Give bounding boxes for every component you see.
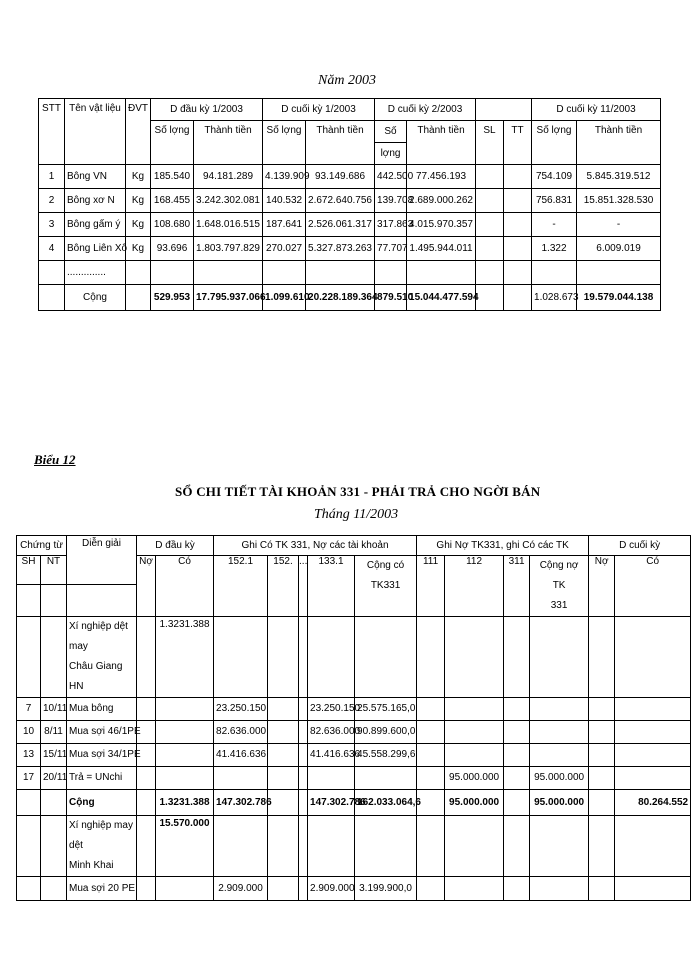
cell xyxy=(67,585,137,617)
cell xyxy=(268,698,299,721)
cell xyxy=(137,767,156,790)
cell: .............. xyxy=(65,261,126,285)
supplier-line2: Minh Khai xyxy=(69,860,114,871)
col-amount: Thành tiền xyxy=(577,121,661,165)
cell xyxy=(299,721,308,744)
group-opening-1-2003: D đầu kỳ 1/2003 xyxy=(151,99,263,121)
col-amount: Thành tiền xyxy=(194,121,263,165)
cell xyxy=(299,698,308,721)
cell: 45.558.299,6 xyxy=(355,744,417,767)
col-total-credit-line1: Cộng có xyxy=(366,560,405,571)
cell xyxy=(268,767,299,790)
ledger-month: Tháng 11/2003 xyxy=(314,507,399,522)
cell: 4.139.909 xyxy=(263,165,306,189)
cell xyxy=(355,617,417,698)
col-quantity-part2: lợng xyxy=(375,143,407,165)
col-stt: STT xyxy=(39,99,65,165)
col-quantity: Số lợng xyxy=(532,121,577,165)
cell: Bông xơ N xyxy=(65,189,126,213)
cell xyxy=(156,698,214,721)
table-row xyxy=(39,213,661,237)
cell: 442.500 xyxy=(375,165,407,189)
cell xyxy=(137,617,156,698)
cell xyxy=(530,816,589,877)
cell xyxy=(306,261,375,285)
cell xyxy=(476,261,504,285)
group-closing-11-2003: D cuối kỳ 11/2003 xyxy=(532,99,661,121)
cell xyxy=(615,744,691,767)
cell xyxy=(299,617,308,698)
cell: 82.636.000 xyxy=(308,721,355,744)
form-number: Biểu 12 xyxy=(34,452,76,467)
col-voucher: Chứng từ xyxy=(17,536,67,556)
cell xyxy=(17,790,41,816)
col-nt: NT xyxy=(41,556,67,585)
cell: Cộng xyxy=(67,790,137,816)
cell xyxy=(156,744,214,767)
cell: 2.526.061.317 xyxy=(306,213,375,237)
cell: 3.199.900,0 xyxy=(355,877,417,901)
cell xyxy=(417,767,445,790)
cell: 270.027 xyxy=(263,237,306,261)
cell: 10/11 xyxy=(41,698,67,721)
cell: 80.264.552 xyxy=(615,790,691,816)
col-closing-credit: Có xyxy=(615,556,691,617)
cell xyxy=(589,617,615,698)
cell: 4 xyxy=(39,237,65,261)
cell: 317.863 xyxy=(375,213,407,237)
cell xyxy=(41,816,67,877)
empty-header xyxy=(476,99,504,121)
col-311: 311 xyxy=(504,556,530,617)
cell: 95.000.000 xyxy=(445,790,504,816)
cell xyxy=(504,721,530,744)
cell: Mua bông xyxy=(67,698,137,721)
cell: 19.579.044.138 xyxy=(577,285,661,311)
cell: 1.803.797.829 xyxy=(194,237,263,261)
cell: Kg xyxy=(126,189,151,213)
cell xyxy=(504,877,530,901)
col-sl: SL xyxy=(476,121,504,165)
cell xyxy=(615,721,691,744)
cell xyxy=(126,285,151,311)
cell: 2.672.640.756 xyxy=(306,189,375,213)
supplier-name xyxy=(67,816,137,877)
col-quantity-part1: Số xyxy=(375,121,407,143)
cell: 23.250.150 xyxy=(308,698,355,721)
cell: 15.044.477.594 xyxy=(407,285,476,311)
cell: 3 xyxy=(39,213,65,237)
cell xyxy=(589,816,615,877)
cell: 1.648.016.515 xyxy=(194,213,263,237)
cell: 1.3231.388 xyxy=(156,790,214,816)
col-material-name: Tên vật liệu xyxy=(65,99,126,165)
cell xyxy=(17,877,41,901)
cell xyxy=(504,744,530,767)
cell xyxy=(589,767,615,790)
col-152: 152. xyxy=(268,556,299,617)
cell: 139.708 xyxy=(375,189,407,213)
cell xyxy=(504,767,530,790)
table-row xyxy=(17,721,691,744)
cell xyxy=(308,767,355,790)
cell xyxy=(137,698,156,721)
cell: 1 xyxy=(39,165,65,189)
cell: 2.909.000 xyxy=(214,877,268,901)
supplier-name xyxy=(67,617,137,698)
cell: 6.009.019 xyxy=(577,237,661,261)
cell xyxy=(532,261,577,285)
cell: 187.641 xyxy=(263,213,306,237)
supplier-line1: Xí nghiệp dệt may xyxy=(69,621,128,652)
table-row xyxy=(17,617,691,698)
cell: 25.575.165,0 xyxy=(355,698,417,721)
cell: 41.416.636 xyxy=(214,744,268,767)
cell: 7 xyxy=(17,698,41,721)
cell: 90.899.600,0 xyxy=(355,721,417,744)
cell: 13 xyxy=(17,744,41,767)
cell xyxy=(214,816,268,877)
cell xyxy=(445,698,504,721)
cell: 756.831 xyxy=(532,189,577,213)
cell xyxy=(615,698,691,721)
cell xyxy=(504,790,530,816)
cell: 529.953 xyxy=(151,285,194,311)
cell xyxy=(417,721,445,744)
cell xyxy=(589,698,615,721)
cell: 93.149.686 xyxy=(306,165,375,189)
cell xyxy=(476,189,504,213)
cell: 2.689.000.262 xyxy=(407,189,476,213)
cell xyxy=(41,790,67,816)
cell xyxy=(299,767,308,790)
supplier-line2: Châu Giang HN xyxy=(69,661,123,692)
cell xyxy=(504,698,530,721)
cell xyxy=(263,261,306,285)
ledger-title: SỔ CHI TIẾT TÀI KHOẢN 331 - PHẢI TRẢ CHO NGỜI BÁN xyxy=(175,484,541,499)
cell xyxy=(530,698,589,721)
cell xyxy=(137,816,156,877)
cell: Mua sợi 20 PE xyxy=(67,877,137,901)
cell xyxy=(445,816,504,877)
col-tt: TT xyxy=(504,121,532,165)
col-1521: 152.1 xyxy=(214,556,268,617)
cell: 17.795.937.066 xyxy=(194,285,263,311)
group-closing-2-2003: D cuối kỳ 2/2003 xyxy=(375,99,476,121)
col-closing-debit: Nợ xyxy=(589,556,615,617)
cell: 162.033.064,6 xyxy=(355,790,417,816)
cell xyxy=(268,721,299,744)
group-closing-1-2003: D cuối kỳ 1/2003 xyxy=(263,99,375,121)
cell xyxy=(504,189,532,213)
col-description: Diễn giải xyxy=(67,536,137,585)
cell xyxy=(615,877,691,901)
cell: 8/11 xyxy=(41,721,67,744)
cell xyxy=(615,816,691,877)
cell: 5.845.319.512 xyxy=(577,165,661,189)
cell xyxy=(268,877,299,901)
cell: Kg xyxy=(126,165,151,189)
cell: 82.636.000 xyxy=(214,721,268,744)
cell xyxy=(504,213,532,237)
material-balance-table xyxy=(38,98,661,311)
cell xyxy=(17,816,41,877)
cell: 20.228.189.364 xyxy=(306,285,375,311)
cell: 77.456.193 xyxy=(407,165,476,189)
col-debit: Nợ xyxy=(137,556,156,617)
cell xyxy=(417,698,445,721)
group-opening: D đầu kỳ xyxy=(137,536,214,556)
cell xyxy=(417,617,445,698)
cell: 1.099.610 xyxy=(263,285,306,311)
cell: 2 xyxy=(39,189,65,213)
cell xyxy=(504,617,530,698)
cell xyxy=(589,790,615,816)
cell xyxy=(615,617,691,698)
cell: Trả = UNchi xyxy=(67,767,137,790)
cell xyxy=(445,721,504,744)
table-row xyxy=(17,816,691,877)
cell: 95.000.000 xyxy=(530,767,589,790)
cell: Kg xyxy=(126,213,151,237)
cell xyxy=(17,617,41,698)
cell: 147.302.786 xyxy=(214,790,268,816)
cell: 94.181.289 xyxy=(194,165,263,189)
total-row xyxy=(39,285,661,311)
group-closing: D cuối kỳ xyxy=(589,536,691,556)
table-row xyxy=(17,767,691,790)
cell xyxy=(299,877,308,901)
cell: 23.250.150 xyxy=(214,698,268,721)
cell: 5.327.873.263 xyxy=(306,237,375,261)
table-row xyxy=(39,237,661,261)
cell xyxy=(530,721,589,744)
cell xyxy=(504,285,532,311)
cell: 1.322 xyxy=(532,237,577,261)
col-112: 112 xyxy=(445,556,504,617)
cell xyxy=(589,877,615,901)
cell xyxy=(577,261,661,285)
cell: 15/11 xyxy=(41,744,67,767)
cell: Mua sợi 46/1PE xyxy=(67,721,137,744)
col-quantity: Số lợng xyxy=(151,121,194,165)
cell xyxy=(214,617,268,698)
cell xyxy=(268,744,299,767)
cell xyxy=(126,261,151,285)
col-quantity: Số lợng xyxy=(263,121,306,165)
cell: Mua sợi 34/1PE xyxy=(67,744,137,767)
cell xyxy=(407,261,476,285)
cell: 15.570.000 xyxy=(156,816,214,877)
cell xyxy=(445,877,504,901)
group-debit-331: Ghi Nợ TK331, ghi Có các TK xyxy=(417,536,589,556)
supplier-line1: Xí nghiệp may dệt xyxy=(69,820,133,851)
cell: Bông VN xyxy=(65,165,126,189)
col-credit: Có xyxy=(156,556,214,617)
cell xyxy=(504,261,532,285)
table-row xyxy=(17,744,691,767)
cell xyxy=(194,261,263,285)
cell xyxy=(137,877,156,901)
table-row xyxy=(17,877,691,901)
cell xyxy=(417,816,445,877)
cell xyxy=(375,261,407,285)
cell: Bông gấm ý xyxy=(65,213,126,237)
cell xyxy=(476,165,504,189)
col-total-debit xyxy=(530,556,589,617)
cell: 17 xyxy=(17,767,41,790)
table-row xyxy=(39,165,661,189)
cell: Cộng xyxy=(65,285,126,311)
cell xyxy=(156,877,214,901)
total-row xyxy=(17,790,691,816)
cell xyxy=(530,877,589,901)
cell xyxy=(308,617,355,698)
cell: 93.696 xyxy=(151,237,194,261)
col-111: 111 xyxy=(417,556,445,617)
cell xyxy=(504,165,532,189)
cell: 754.109 xyxy=(532,165,577,189)
cell: Bông Liên Xô xyxy=(65,237,126,261)
cell xyxy=(530,617,589,698)
cell: 3.242.302.081 xyxy=(194,189,263,213)
cell: 41.416.636 xyxy=(308,744,355,767)
cell xyxy=(299,790,308,816)
cell xyxy=(476,213,504,237)
cell xyxy=(589,744,615,767)
cell xyxy=(268,617,299,698)
cell xyxy=(41,585,67,617)
cell: 2.909.000 xyxy=(308,877,355,901)
cell xyxy=(445,744,504,767)
cell: - xyxy=(532,213,577,237)
cell xyxy=(39,261,65,285)
col-total-credit xyxy=(355,556,417,617)
cell xyxy=(504,237,532,261)
cell: 140.532 xyxy=(263,189,306,213)
cell: 15.851.328.530 xyxy=(577,189,661,213)
empty-header xyxy=(504,99,532,121)
col-unit: ĐVT xyxy=(126,99,151,165)
cell xyxy=(137,790,156,816)
cell: - xyxy=(577,213,661,237)
col-amount: Thành tiền xyxy=(407,121,476,165)
year-title: Năm 2003 xyxy=(318,73,376,88)
col-1331: 133.1 xyxy=(308,556,355,617)
cell xyxy=(445,617,504,698)
cell xyxy=(476,285,504,311)
cell xyxy=(17,585,41,617)
cell xyxy=(417,744,445,767)
cell xyxy=(39,285,65,311)
col-total-debit-line2: 331 xyxy=(550,600,568,611)
table-row xyxy=(39,261,661,285)
cell: Kg xyxy=(126,237,151,261)
cell xyxy=(268,816,299,877)
cell xyxy=(156,767,214,790)
cell xyxy=(589,721,615,744)
cell: 185.540 xyxy=(151,165,194,189)
cell xyxy=(476,237,504,261)
cell xyxy=(530,744,589,767)
cell xyxy=(299,816,308,877)
cell xyxy=(299,744,308,767)
cell xyxy=(355,767,417,790)
cell: 1.028.673 xyxy=(532,285,577,311)
table-row xyxy=(17,698,691,721)
group-credit-331: Ghi Có TK 331, Nợ các tài khoản xyxy=(214,536,417,556)
cell xyxy=(308,816,355,877)
cell xyxy=(214,767,268,790)
col-total-debit-line1: Cộng nợ TK xyxy=(539,560,579,591)
col-sh: SH xyxy=(17,556,41,585)
cell: 108.680 xyxy=(151,213,194,237)
cell: 20/11 xyxy=(41,767,67,790)
cell: 10 xyxy=(17,721,41,744)
cell xyxy=(355,816,417,877)
cell xyxy=(151,261,194,285)
col-amount: Thành tiền xyxy=(306,121,375,165)
cell: 879.510 xyxy=(375,285,407,311)
payables-ledger-table xyxy=(16,535,691,901)
col-dots: ... xyxy=(299,556,308,617)
cell xyxy=(417,877,445,901)
cell: 168.455 xyxy=(151,189,194,213)
cell xyxy=(41,617,67,698)
cell: 95.000.000 xyxy=(445,767,504,790)
cell xyxy=(41,877,67,901)
cell: 1.495.944.011 xyxy=(407,237,476,261)
cell xyxy=(156,721,214,744)
cell: 4.015.970.357 xyxy=(407,213,476,237)
cell: 147.302.786 xyxy=(308,790,355,816)
cell xyxy=(615,767,691,790)
cell xyxy=(504,816,530,877)
table-row xyxy=(39,189,661,213)
cell: 95.000.000 xyxy=(530,790,589,816)
col-total-credit-line2: TK331 xyxy=(370,580,401,591)
cell xyxy=(268,790,299,816)
cell: 1.3231.388 xyxy=(156,617,214,698)
cell: 77.707 xyxy=(375,237,407,261)
